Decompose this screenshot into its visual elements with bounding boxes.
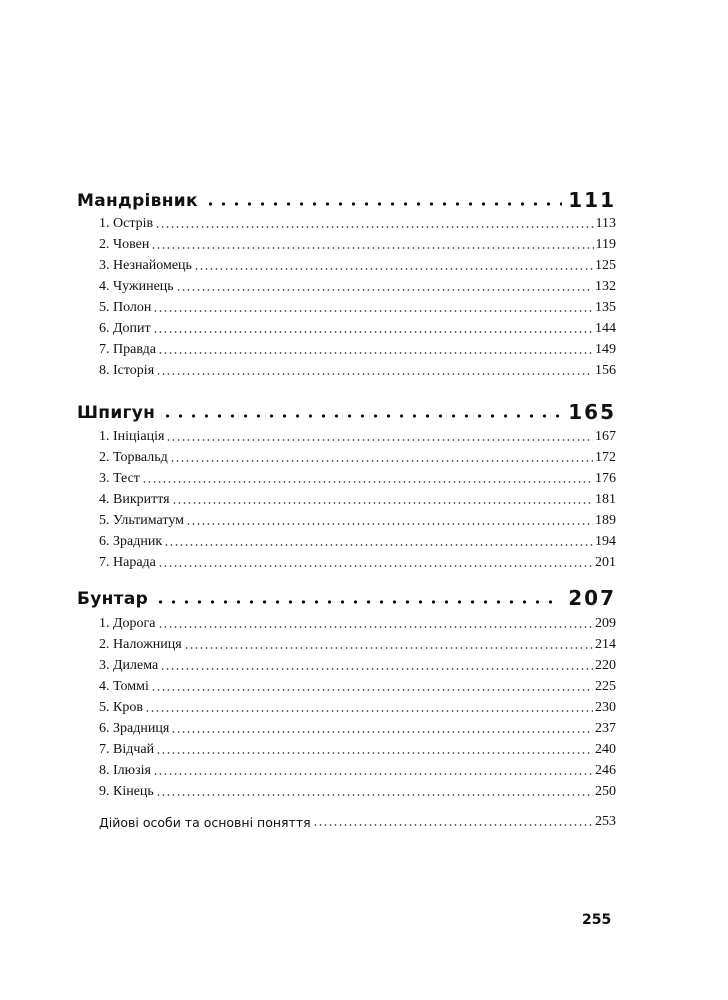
chapter-page: 201 bbox=[595, 555, 616, 570]
chapter-entry bbox=[99, 531, 616, 549]
dot-leader bbox=[184, 647, 593, 649]
chapter-page: 181 bbox=[595, 492, 616, 507]
chapter-title: 2. Наложниця bbox=[99, 637, 182, 652]
chapter-title: 6. Допит bbox=[99, 321, 151, 336]
chapter-title: 1. Дорога bbox=[99, 616, 156, 631]
dot-leader bbox=[154, 600, 562, 604]
part-page-number: 111 bbox=[568, 188, 616, 212]
dot-leader bbox=[155, 226, 593, 228]
dot-leader bbox=[151, 247, 593, 249]
chapter-title: 5. Полон bbox=[99, 300, 152, 315]
chapter-title: 3. Тест bbox=[99, 471, 140, 486]
chapter-page: 119 bbox=[595, 237, 616, 252]
chapter-entry bbox=[99, 718, 616, 736]
chapter-entry bbox=[99, 781, 616, 799]
chapter-title: 7. Відчай bbox=[99, 742, 155, 757]
chapter-entry bbox=[99, 213, 616, 231]
dot-leader bbox=[158, 352, 593, 354]
dot-leader bbox=[156, 373, 593, 375]
chapter-page: 250 bbox=[595, 784, 616, 799]
dot-leader bbox=[153, 773, 593, 775]
chapter-page: 237 bbox=[595, 721, 616, 736]
chapter-page: 220 bbox=[595, 658, 616, 673]
dot-leader bbox=[156, 794, 593, 796]
part-title: Шпигун bbox=[77, 403, 156, 423]
chapter-entry bbox=[99, 739, 616, 757]
dot-leader bbox=[158, 626, 593, 628]
chapter-page: 209 bbox=[595, 616, 616, 631]
chapter-entry bbox=[99, 489, 616, 507]
dot-leader bbox=[171, 731, 593, 733]
dot-leader bbox=[204, 202, 562, 206]
dot-leader bbox=[313, 824, 593, 826]
chapter-title: 3. Незнайомець bbox=[99, 258, 192, 273]
dot-leader bbox=[176, 289, 593, 291]
appendix-title: Дійові особи та основні поняття bbox=[99, 814, 311, 830]
chapter-entry bbox=[99, 360, 616, 378]
dot-leader bbox=[151, 689, 593, 691]
chapter-entry bbox=[99, 276, 616, 294]
chapter-page: 240 bbox=[595, 742, 616, 757]
chapter-title: 2. Торвальд bbox=[99, 450, 168, 465]
chapter-entry bbox=[99, 426, 616, 444]
dot-leader bbox=[145, 710, 593, 712]
chapter-title: 4. Томмі bbox=[99, 679, 149, 694]
chapter-entry bbox=[99, 655, 616, 673]
chapter-page: 125 bbox=[595, 258, 616, 273]
page-number: 255 bbox=[582, 912, 612, 928]
chapter-title: 4. Викриття bbox=[99, 492, 170, 507]
dot-leader bbox=[170, 460, 593, 462]
chapter-entry bbox=[99, 318, 616, 336]
chapter-entry bbox=[99, 468, 616, 486]
part-heading bbox=[77, 180, 616, 210]
chapter-page: 132 bbox=[595, 279, 616, 294]
chapter-page: 135 bbox=[595, 300, 616, 315]
chapter-page: 172 bbox=[595, 450, 616, 465]
chapter-title: 8. Ілюзія bbox=[99, 763, 151, 778]
chapter-title: 1. Ініціація bbox=[99, 429, 165, 444]
dot-leader bbox=[186, 523, 593, 525]
chapter-entry bbox=[99, 447, 616, 465]
chapter-entry bbox=[99, 676, 616, 694]
dot-leader bbox=[156, 752, 593, 754]
appendix-page: 253 bbox=[595, 814, 616, 829]
part-title: Мандрівник bbox=[77, 191, 198, 211]
chapter-title: 6. Зрадник bbox=[99, 534, 163, 549]
dot-leader bbox=[158, 565, 593, 567]
chapter-entry bbox=[99, 634, 616, 652]
part-page-number: 165 bbox=[568, 400, 616, 424]
chapter-page: 176 bbox=[595, 471, 616, 486]
part-title: Бунтар bbox=[77, 589, 149, 609]
dot-leader bbox=[194, 268, 593, 270]
chapter-entry bbox=[99, 552, 616, 570]
chapter-page: 246 bbox=[595, 763, 616, 778]
chapter-page: 167 bbox=[595, 429, 616, 444]
part-heading bbox=[77, 392, 616, 422]
chapter-entry bbox=[99, 613, 616, 631]
chapter-title: 3. Дилема bbox=[99, 658, 159, 673]
chapter-page: 194 bbox=[595, 534, 616, 549]
chapter-page: 225 bbox=[595, 679, 616, 694]
chapter-page: 156 bbox=[595, 363, 616, 378]
part-heading bbox=[77, 578, 616, 608]
chapter-title: 4. Чужинець bbox=[99, 279, 174, 294]
chapter-title: 7. Правда bbox=[99, 342, 156, 357]
chapter-title: 8. Історія bbox=[99, 363, 155, 378]
chapter-title: 2. Човен bbox=[99, 237, 150, 252]
chapter-title: 9. Кінець bbox=[99, 784, 154, 799]
dot-leader bbox=[153, 331, 593, 333]
chapter-title: 5. Кров bbox=[99, 700, 143, 715]
chapter-entry bbox=[99, 697, 616, 715]
chapter-entry bbox=[99, 255, 616, 273]
chapter-page: 214 bbox=[595, 637, 616, 652]
chapter-entry bbox=[99, 297, 616, 315]
chapter-page: 189 bbox=[595, 513, 616, 528]
chapter-title: 1. Острів bbox=[99, 216, 154, 231]
dot-leader bbox=[160, 668, 593, 670]
chapter-entry bbox=[99, 760, 616, 778]
dot-leader bbox=[142, 481, 593, 483]
chapter-title: 7. Нарада bbox=[99, 555, 156, 570]
chapter-page: 230 bbox=[595, 700, 616, 715]
dot-leader bbox=[153, 310, 593, 312]
chapter-page: 149 bbox=[595, 342, 616, 357]
chapter-page: 113 bbox=[595, 216, 616, 231]
chapter-entry bbox=[99, 339, 616, 357]
chapter-entry bbox=[99, 510, 616, 528]
appendix-entry bbox=[99, 811, 616, 829]
chapter-title: 5. Ультиматум bbox=[99, 513, 185, 528]
chapter-title: 6. Зрадниця bbox=[99, 721, 170, 736]
dot-leader bbox=[161, 414, 562, 418]
dot-leader bbox=[166, 439, 593, 441]
chapter-page: 144 bbox=[595, 321, 616, 336]
dot-leader bbox=[164, 544, 593, 546]
chapter-entry bbox=[99, 234, 616, 252]
part-page-number: 207 bbox=[568, 586, 616, 610]
dot-leader bbox=[172, 502, 593, 504]
